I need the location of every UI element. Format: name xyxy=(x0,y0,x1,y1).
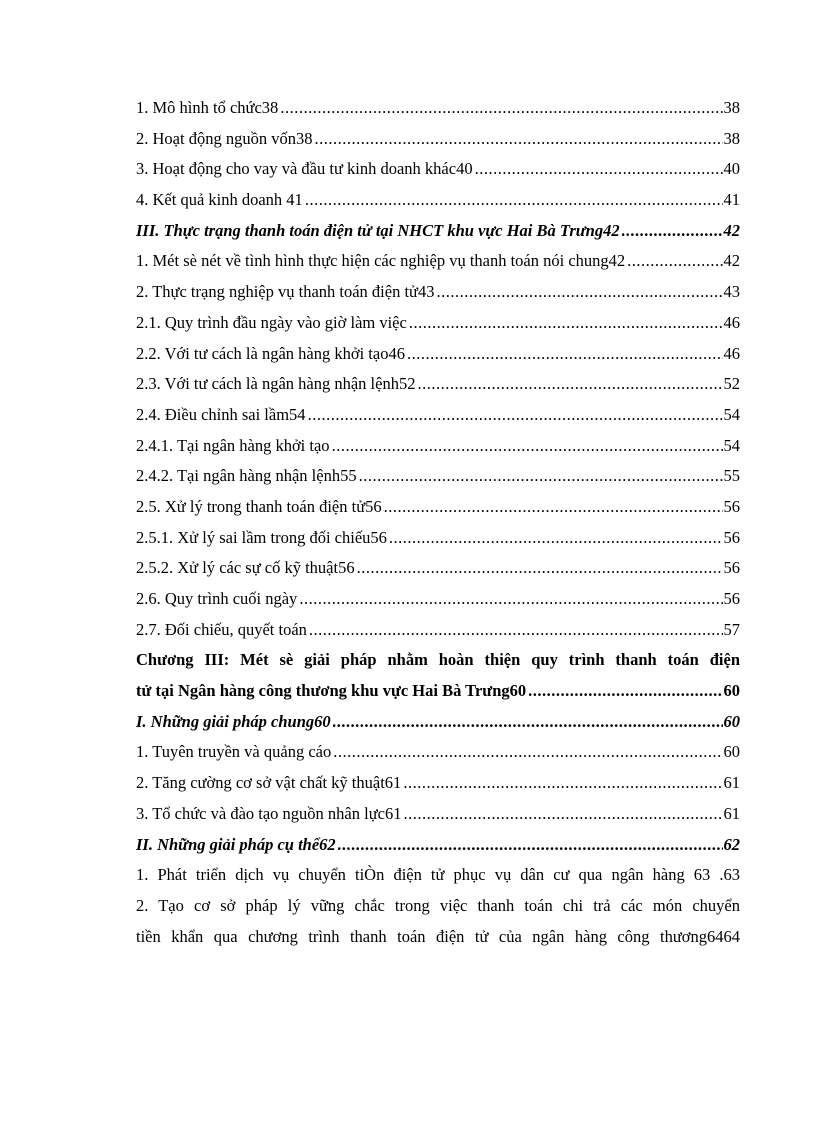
toc-entry-page-number: 38 xyxy=(723,128,740,148)
toc-entry-title: 2.4. Điều chỉnh sai lầm54 xyxy=(136,404,306,424)
toc-entry-page-number: 60 xyxy=(723,711,740,731)
dot-leader xyxy=(389,523,723,554)
toc-entry-title: 3. Hoạt động cho vay và đầu tư kinh doanh khác40 xyxy=(136,159,473,179)
toc-entry[interactable] xyxy=(136,615,740,646)
toc-entry-title: 1. Phát triển dịch vụ chuyển tiÒn điện tử phục vụ dân cư qua ngân hàng 63 .63 xyxy=(136,865,740,885)
toc-entry-page-number: 42 xyxy=(723,251,740,271)
toc-entry-page-number: 61 xyxy=(723,773,740,793)
toc-entry-page-number: 60 xyxy=(723,742,740,762)
toc-entry[interactable] xyxy=(136,185,740,216)
toc-entry-title: 2.3. Với tư cách là ngân hàng nhận lệnh52 xyxy=(136,374,416,394)
dot-leader xyxy=(299,584,722,615)
toc-entry-page-number: 43 xyxy=(723,282,740,302)
dot-leader xyxy=(407,339,723,370)
toc-entry-page-number: 42 xyxy=(723,220,740,240)
toc-entry[interactable] xyxy=(136,400,740,431)
toc-entry-title: 1. Mét sè nét về tình hình thực hiện các nghiệp vụ thanh toán nói chung42 xyxy=(136,251,626,271)
dot-leader xyxy=(338,830,723,861)
toc-entry-page-number: 56 xyxy=(723,589,740,608)
toc-entry[interactable] xyxy=(136,154,740,185)
dot-leader xyxy=(357,553,723,584)
toc-entry-title: III. Thực trạng thanh toán điện tử tại NHCT khu vực Hai Bà Trưng42 xyxy=(136,220,620,240)
dot-leader xyxy=(314,124,722,155)
toc-entry-title: 2.5.2. Xử lý các sự cố kỹ thuật56 xyxy=(136,558,355,578)
toc-entry-title: 4. Kết quả kinh doanh 41 xyxy=(136,190,303,210)
dot-leader xyxy=(403,799,722,830)
dot-leader xyxy=(622,216,723,247)
toc-entry[interactable] xyxy=(136,860,740,891)
dot-leader xyxy=(309,615,723,646)
toc-entry[interactable] xyxy=(136,277,740,308)
dot-leader xyxy=(409,308,723,339)
toc-entry-title: Chương III: Mét sè giải pháp nhằm hoàn thiện quy trình thanh toán điện xyxy=(136,650,740,670)
toc-entry-page-number: 56 xyxy=(723,496,740,516)
toc-entry[interactable] xyxy=(136,246,740,277)
toc-entry-title: 2.4.2. Tại ngân hàng nhận lệnh55 xyxy=(136,466,357,486)
toc-entry[interactable] xyxy=(136,830,740,861)
toc-entry-page-number: 52 xyxy=(723,374,740,394)
toc-entry-title: 2. Tăng cường cơ sở vật chất kỹ thuật61 xyxy=(136,773,402,793)
toc-entry-title: 1. Mô hình tổ chức38 xyxy=(136,98,279,117)
toc-entry[interactable] xyxy=(136,676,740,707)
toc-entry-title: 2.4.1. Tại ngân hàng khởi tạo xyxy=(136,435,330,455)
toc-entry[interactable] xyxy=(136,737,740,768)
dot-leader xyxy=(627,246,722,277)
toc-entry-page-number: 46 xyxy=(723,312,740,332)
toc-entry-page-number: 38 xyxy=(723,98,740,117)
toc-entry[interactable] xyxy=(136,891,740,922)
toc-entry-page-number: 54 xyxy=(723,404,740,424)
toc-entry-page-number: 56 xyxy=(723,558,740,578)
toc-entry-title: tử tại Ngân hàng công thương khu vực Hai Bà Trưng60 xyxy=(136,681,527,701)
toc-entry-page-number: 41 xyxy=(723,190,740,210)
toc-entry-page-number: 55 xyxy=(723,466,740,486)
toc-entry[interactable] xyxy=(136,523,740,554)
toc-entry-page-number: 56 xyxy=(723,527,740,547)
toc-entry-title: 2.5. Xử lý trong thanh toán điện tử56 xyxy=(136,496,382,516)
toc-entry-title: tiền khẩn qua chương trình thanh toán điện tử của ngân hàng công thương6464 xyxy=(136,926,740,946)
toc-entry[interactable] xyxy=(136,553,740,584)
toc-entry[interactable] xyxy=(136,799,740,830)
toc-entry[interactable] xyxy=(136,461,740,492)
toc-entry-title: 2.6. Quy trình cuối ngày xyxy=(136,589,298,608)
dot-leader xyxy=(403,768,722,799)
toc-entry[interactable] xyxy=(136,645,740,676)
table-of-contents xyxy=(136,93,740,952)
toc-entry-title: I. Những giải pháp chung60 xyxy=(136,711,331,731)
toc-entry[interactable] xyxy=(136,93,740,124)
toc-entry-page-number: 62 xyxy=(723,834,740,854)
dot-leader xyxy=(333,707,723,738)
dot-leader xyxy=(384,492,723,523)
toc-entry-page-number: 54 xyxy=(723,435,740,455)
toc-entry-title: 2. Tạo cơ sở pháp lý vững chắc trong việc thanh toán chi trả các món chuyển xyxy=(136,895,740,915)
toc-entry-title: 2. Hoạt động nguồn vốn38 xyxy=(136,128,313,148)
toc-entry-page-number: 40 xyxy=(723,159,740,179)
toc-entry-title: 2.7. Đối chiếu, quyết toán xyxy=(136,619,307,639)
dot-leader xyxy=(436,277,722,308)
toc-entry[interactable] xyxy=(136,124,740,155)
dot-leader xyxy=(280,93,722,124)
dot-leader xyxy=(359,461,723,492)
toc-entry[interactable] xyxy=(136,216,740,247)
toc-entry[interactable] xyxy=(136,768,740,799)
dot-leader xyxy=(528,676,722,707)
dot-leader xyxy=(417,369,722,400)
toc-entry[interactable] xyxy=(136,369,740,400)
toc-entry-title: II. Những giải pháp cụ thể62 xyxy=(136,834,336,854)
toc-entry[interactable] xyxy=(136,492,740,523)
dot-leader xyxy=(332,431,723,462)
toc-entry-title: 2. Thực trạng nghiệp vụ thanh toán điện tử43 xyxy=(136,282,435,302)
toc-entry-page-number: 60 xyxy=(723,681,740,701)
toc-entry-title: 2.2. Với tư cách là ngân hàng khởi tạo46 xyxy=(136,343,405,363)
toc-entry[interactable] xyxy=(136,339,740,370)
toc-entry-title: 2.1. Quy trình đầu ngày vào giờ làm việc xyxy=(136,312,407,332)
toc-entry[interactable] xyxy=(136,584,740,615)
toc-entry-title: 1. Tuyên truyền và quảng cáo xyxy=(136,742,332,762)
toc-entry[interactable] xyxy=(136,707,740,738)
dot-leader xyxy=(305,185,723,216)
toc-entry[interactable] xyxy=(136,308,740,339)
dot-leader xyxy=(308,400,723,431)
toc-entry-page-number: 46 xyxy=(723,343,740,363)
toc-entry-title: 2.5.1. Xử lý sai lầm trong đối chiếu56 xyxy=(136,527,387,547)
toc-entry[interactable] xyxy=(136,431,740,462)
toc-entry-title: 3. Tổ chức và đào tạo nguồn nhân lực61 xyxy=(136,803,402,823)
dot-leader xyxy=(475,154,723,185)
toc-entry[interactable] xyxy=(136,922,740,953)
toc-entry-page-number: 57 xyxy=(723,619,740,639)
dot-leader xyxy=(333,737,722,768)
toc-entry-page-number: 61 xyxy=(723,803,740,823)
